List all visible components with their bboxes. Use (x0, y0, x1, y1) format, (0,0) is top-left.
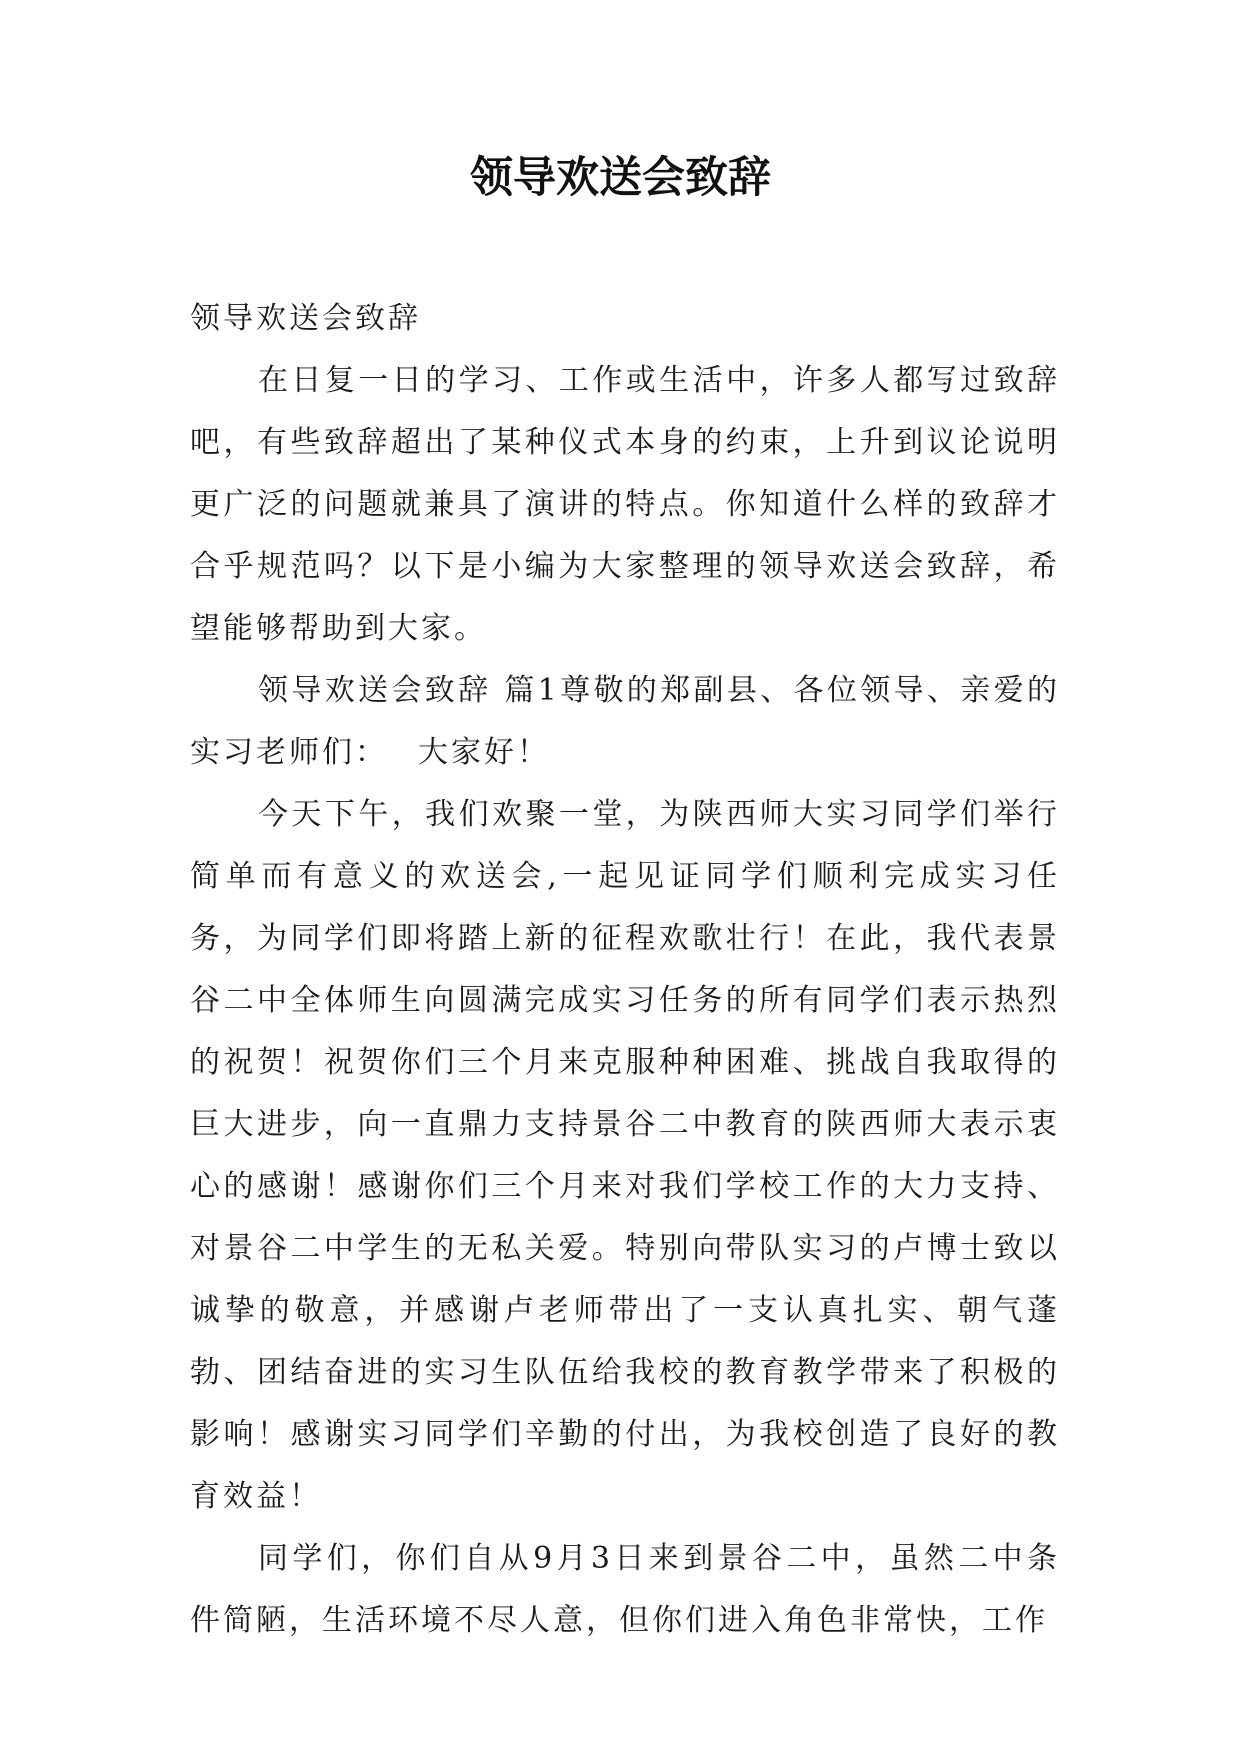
document-subtitle: 领导欢送会致辞 (190, 301, 421, 336)
salutation-line: 领导欢送会致辞 篇1尊敬的郑副县、各位领导、亲爱的实习老师们： (190, 673, 1060, 770)
body-paragraph (190, 660, 1060, 784)
document-body (190, 288, 1060, 1652)
body-paragraph: 同学们，你们自从9月3日来到景谷二中，虽然二中条件简陋，生活环境不尽人意，但你们进入角色非常快，工作 (190, 1541, 1060, 1638)
document-title: 领导欢送会致辞 (470, 153, 771, 203)
greeting: 大家好！ (418, 735, 550, 770)
body-paragraph: 在日复一日的学习、工作或生活中，许多人都写过致辞吧，有些致辞超出了某种仪式本身的约束，上升到议论说明更广泛的问题就兼具了演讲的特点。你知道什么样的致辞才合乎规范吗？以下是小编为大家整理的领导欢送会致辞，希望能够帮助到大家。 (190, 363, 1060, 646)
body-paragraph: 今天下午，我们欢聚一堂，为陕西师大实习同学们举行简单而有意义的欢送会,一起见证同学们顺利完成实习任务，为同学们即将踏上新的征程欢歌壮行！在此，我代表景谷二中全体师生向圆满完成实习任务的所有同学们表示热烈的祝贺！祝贺你们三个月来克服种种困难、挑战自我取得的巨大进步，向一直鼎力支持景谷二中教育的陕西师大表示衷心的感谢！感谢你们三个月来对我们学校工作的大力支持、对景谷二中学生的无私关爱。特别向带队实习的卢博士致以诚挚的敬意，并感谢卢老师带出了一支认真扎实、朝气蓬勃、团结奋进的实习生队伍给我校的教育教学带来了积极的影响！感谢实习同学们辛勤的付出，为我校创造了良好的教育效益！ (190, 797, 1060, 1514)
